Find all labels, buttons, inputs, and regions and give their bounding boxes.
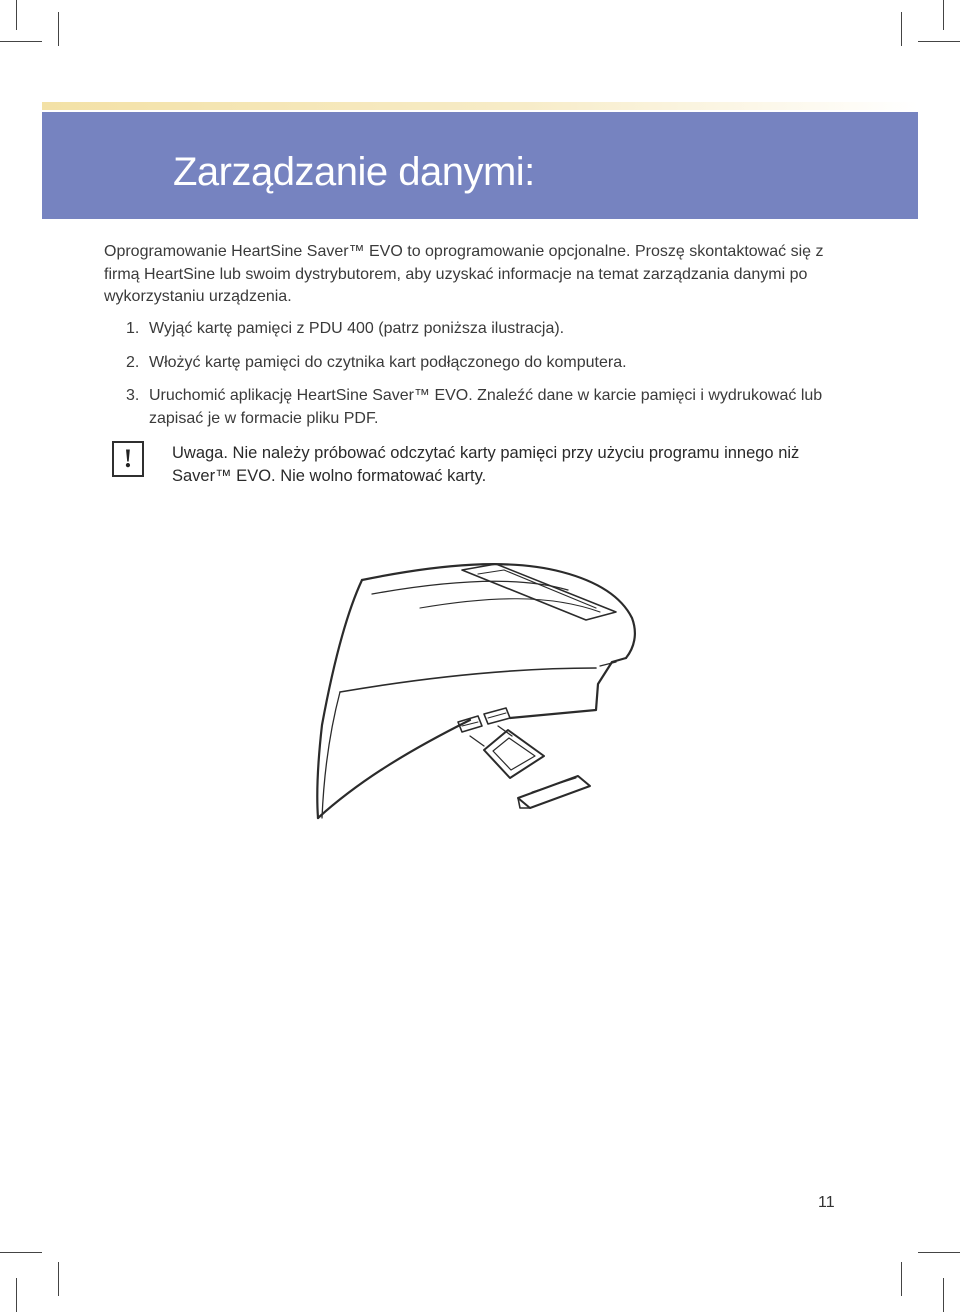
step-number: 1. — [126, 320, 140, 337]
step-text: Wyjąć kartę pamięci z PDU 400 (patrz poniższa ilustracja). — [149, 320, 565, 337]
step-number: 3. — [126, 387, 140, 404]
crop-mark — [901, 1262, 902, 1296]
crop-mark — [16, 1278, 17, 1312]
list-item — [104, 318, 824, 341]
steps-list — [104, 318, 824, 441]
memory-card-removal-illustration — [300, 550, 660, 830]
step-text: Włożyć kartę pamięci do czytnika kart podłączonego do komputera. — [149, 353, 627, 371]
warning-text: Uwaga. Nie należy próbować odczytać karty pamięci przy użyciu programu innego niż Saver™ EVO. Nie wolno formatować karty. — [172, 444, 800, 485]
list-item — [104, 352, 824, 375]
step-text: Uruchomić aplikację HeartSine Saver™ EVO. Znaleźć dane w karcie pamięci i wydrukować lub zapisać je w formacie pliku PDF. — [149, 387, 823, 427]
crop-mark — [58, 12, 59, 46]
intro-paragraph: Oprogramowanie HeartSine Saver™ EVO to oprogramowanie opcjonalne. Proszę skontaktować się z firmą HeartSine lub swoim dystrybutorem, aby uzyskać informacje na temat zarządzania danymi po wykorzystaniu urządzenia. — [104, 243, 824, 305]
list-item — [104, 385, 824, 430]
crop-mark — [16, 0, 17, 30]
page-title: Zarządzanie danymi: — [173, 150, 535, 194]
exclamation-symbol: ! — [123, 444, 133, 473]
crop-mark — [58, 1262, 59, 1296]
crop-mark — [901, 12, 902, 46]
crop-mark — [0, 1252, 42, 1253]
page-number: 11 — [818, 1194, 835, 1211]
crop-mark — [0, 41, 42, 42]
crop-mark — [918, 1252, 960, 1253]
section-header — [42, 112, 918, 219]
crop-mark — [918, 41, 960, 42]
header-accent-strip — [42, 102, 918, 110]
exclamation-icon — [112, 441, 144, 477]
step-number: 2. — [126, 353, 140, 371]
crop-mark — [943, 1278, 944, 1312]
crop-mark — [943, 0, 944, 30]
